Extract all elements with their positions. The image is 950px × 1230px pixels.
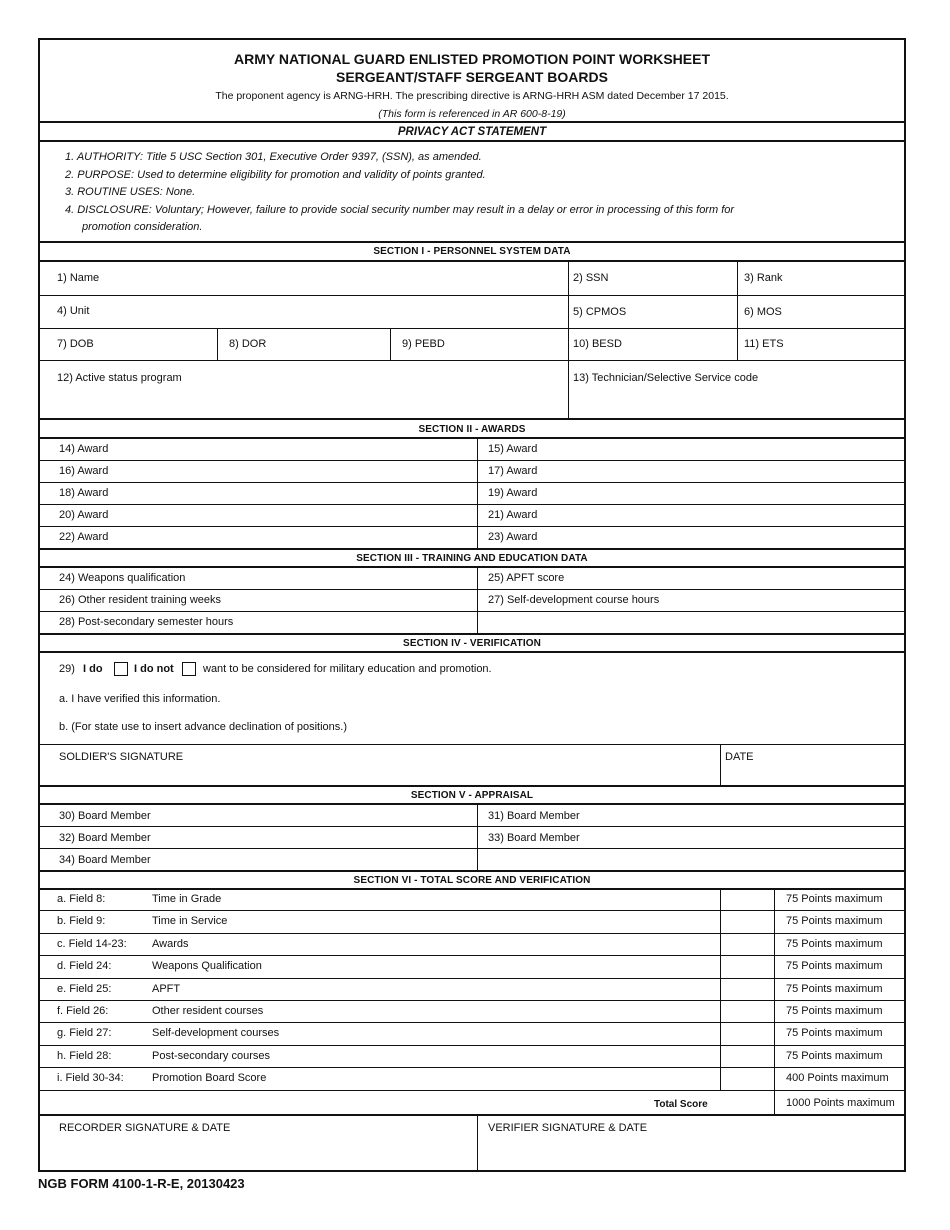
rank-field[interactable]: 3) Rank (744, 272, 783, 284)
dob-field[interactable]: 7) DOB (57, 338, 94, 350)
dor-field[interactable]: 8) DOR (229, 338, 267, 350)
name-field[interactable]: 1) Name (57, 272, 100, 284)
soldier-signature-field[interactable]: SOLDIER'S SIGNATURE (59, 751, 184, 763)
board-member-field[interactable]: 34) Board Member (59, 854, 151, 866)
i-do-not-label: I do not (134, 663, 174, 675)
score-input[interactable] (721, 911, 773, 931)
score-max: 75 Points maximum (786, 915, 883, 928)
award-field[interactable]: 15) Award (488, 443, 538, 455)
score-field-ref: a. Field 8: (57, 893, 106, 905)
award-field[interactable]: 20) Award (59, 509, 109, 521)
score-max: 400 Points maximum (786, 1072, 889, 1085)
score-max: 75 Points maximum (786, 937, 883, 950)
i-do-label: I do (83, 663, 103, 675)
q29-label: 29) (59, 663, 75, 675)
score-max: 75 Points maximum (786, 893, 883, 905)
section3-heading: SECTION III - TRAINING AND EDUCATION DATA (356, 553, 588, 564)
score-input[interactable] (721, 1001, 773, 1021)
score-field-label: Time in Service (152, 915, 228, 928)
section6-heading: SECTION VI - TOTAL SCORE AND VERIFICATION (353, 875, 591, 886)
promotion-worksheet-form (38, 38, 906, 1172)
award-field[interactable]: 17) Award (488, 465, 538, 477)
score-field-ref: d. Field 24: (57, 960, 112, 973)
i-do-not-checkbox[interactable] (182, 662, 196, 676)
active-status-field[interactable]: 12) Active status program (57, 372, 182, 384)
privacy-heading: PRIVACY ACT STATEMENT (397, 126, 547, 138)
board-member-field[interactable]: 30) Board Member (59, 810, 151, 822)
score-row-divider (40, 1090, 904, 1091)
privacy-item: promotion consideration. (82, 221, 203, 233)
self-development-field[interactable]: 27) Self-development course hours (488, 594, 660, 606)
weapons-qualification-field[interactable]: 24) Weapons qualification (59, 572, 186, 584)
section5-heading: SECTION V - APPRAISAL (410, 790, 534, 801)
score-input[interactable] (721, 934, 773, 954)
score-row-divider (40, 1022, 904, 1023)
score-field-ref: g. Field 27: (57, 1027, 112, 1040)
ets-field[interactable]: 11) ETS (744, 338, 784, 350)
score-field-label: Awards (152, 937, 189, 950)
board-member-field[interactable]: 31) Board Member (488, 810, 580, 822)
score-max: 75 Points maximum (786, 1005, 883, 1017)
score-max: 75 Points maximum (786, 982, 883, 995)
score-field-ref: c. Field 14-23: (57, 937, 127, 950)
award-field[interactable]: 22) Award (59, 531, 109, 543)
privacy-item: 1. AUTHORITY: Title 5 USC Section 301, Executive Order 9397, (SSN), as amended. (65, 151, 482, 163)
score-input[interactable] (721, 1023, 773, 1043)
score-field-label: APFT (152, 982, 181, 995)
privacy-item: 3. ROUTINE USES: None. (65, 186, 196, 198)
score-max: 75 Points maximum (786, 1027, 883, 1040)
score-input[interactable] (721, 979, 773, 999)
score-max: 75 Points maximum (786, 1049, 883, 1062)
score-row-divider (40, 1067, 904, 1068)
cpmos-field[interactable]: 5) CPMOS (573, 306, 627, 318)
award-field[interactable]: 19) Award (488, 487, 538, 499)
reference-text: (This form is referenced in AR 600-8-19) (378, 108, 566, 120)
score-field-label: Promotion Board Score (152, 1072, 267, 1085)
technician-field[interactable]: 13) Technician/Selective Service code (573, 372, 759, 384)
state-use-text: b. (For state use to insert advance declination of positions.) (59, 721, 347, 733)
score-input[interactable] (721, 1046, 773, 1066)
score-input[interactable] (721, 889, 773, 909)
score-field-ref: i. Field 30-34: (57, 1072, 124, 1085)
besd-field[interactable]: 10) BESD (573, 338, 622, 350)
i-do-checkbox[interactable] (114, 662, 128, 676)
ssn-field[interactable]: 2) SSN (573, 272, 609, 284)
score-field-ref: e. Field 25: (57, 982, 112, 995)
total-score-max: 1000 Points maximum (786, 1097, 895, 1109)
score-row-divider (40, 933, 904, 934)
score-field-label: Self-development courses (152, 1027, 280, 1040)
post-secondary-field[interactable]: 28) Post-secondary semester hours (59, 616, 234, 628)
score-field-label: Other resident courses (152, 1005, 264, 1017)
score-field-ref: h. Field 28: (57, 1049, 112, 1062)
award-field[interactable]: 14) Award (59, 443, 109, 455)
form-title: ARMY NATIONAL GUARD ENLISTED PROMOTION POINT WORKSHEET (233, 51, 710, 67)
board-member-field[interactable]: 32) Board Member (59, 832, 151, 844)
form-number: NGB FORM 4100-1-R-E, 20130423 (38, 1176, 245, 1191)
mos-field[interactable]: 6) MOS (744, 306, 782, 318)
section1-heading: SECTION I - PERSONNEL SYSTEM DATA (373, 246, 571, 257)
form-subtitle: SERGEANT/STAFF SERGEANT BOARDS (336, 69, 608, 85)
total-score-label: Total Score (654, 1099, 708, 1110)
section2-heading: SECTION II - AWARDS (418, 424, 526, 435)
award-field[interactable]: 23) Award (488, 531, 538, 543)
score-field-ref: f. Field 26: (57, 1005, 109, 1017)
score-row-divider (40, 955, 904, 956)
score-field-label: Post-secondary courses (152, 1049, 270, 1062)
score-field-ref: b. Field 9: (57, 915, 106, 928)
score-max: 75 Points maximum (786, 960, 883, 973)
privacy-item: 2. PURPOSE: Used to determine eligibility for promotion and validity of points granted. (65, 169, 486, 181)
score-row-divider (40, 910, 904, 911)
board-member-field[interactable]: 33) Board Member (488, 832, 580, 844)
apft-score-field[interactable]: 25) APFT score (488, 572, 565, 584)
score-input[interactable] (721, 956, 773, 976)
award-field[interactable]: 21) Award (488, 509, 538, 521)
award-field[interactable]: 16) Award (59, 465, 109, 477)
unit-field[interactable]: 4) Unit (57, 305, 90, 317)
score-row-divider (40, 1045, 904, 1046)
section4-heading: SECTION IV - VERIFICATION (403, 638, 541, 649)
proponent-text: The proponent agency is ARNG-HRH. The prescribing directive is ARNG-HRH ASM dated December 17 2015. (215, 90, 729, 102)
recorder-signature-field[interactable]: RECORDER SIGNATURE & DATE (59, 1122, 231, 1134)
score-row-divider (40, 1000, 904, 1001)
consideration-text: want to be considered for military education and promotion. (203, 663, 492, 675)
award-field[interactable]: 18) Award (59, 487, 109, 499)
pebd-field[interactable]: 9) PEBD (402, 338, 445, 350)
score-row-divider (40, 978, 904, 979)
verified-text: a. I have verified this information. (59, 693, 221, 705)
resident-training-field[interactable]: 26) Other resident training weeks (59, 594, 222, 606)
privacy-item: 4. DISCLOSURE: Voluntary; However, failure to provide social security number may result in a delay or error in processing of this form for (65, 204, 735, 216)
score-input[interactable] (721, 1068, 773, 1088)
verifier-signature-field[interactable]: VERIFIER SIGNATURE & DATE (488, 1122, 648, 1134)
soldier-date-field[interactable]: DATE (725, 751, 754, 763)
score-field-label: Weapons Qualification (152, 960, 262, 973)
score-field-label: Time in Grade (152, 893, 222, 905)
